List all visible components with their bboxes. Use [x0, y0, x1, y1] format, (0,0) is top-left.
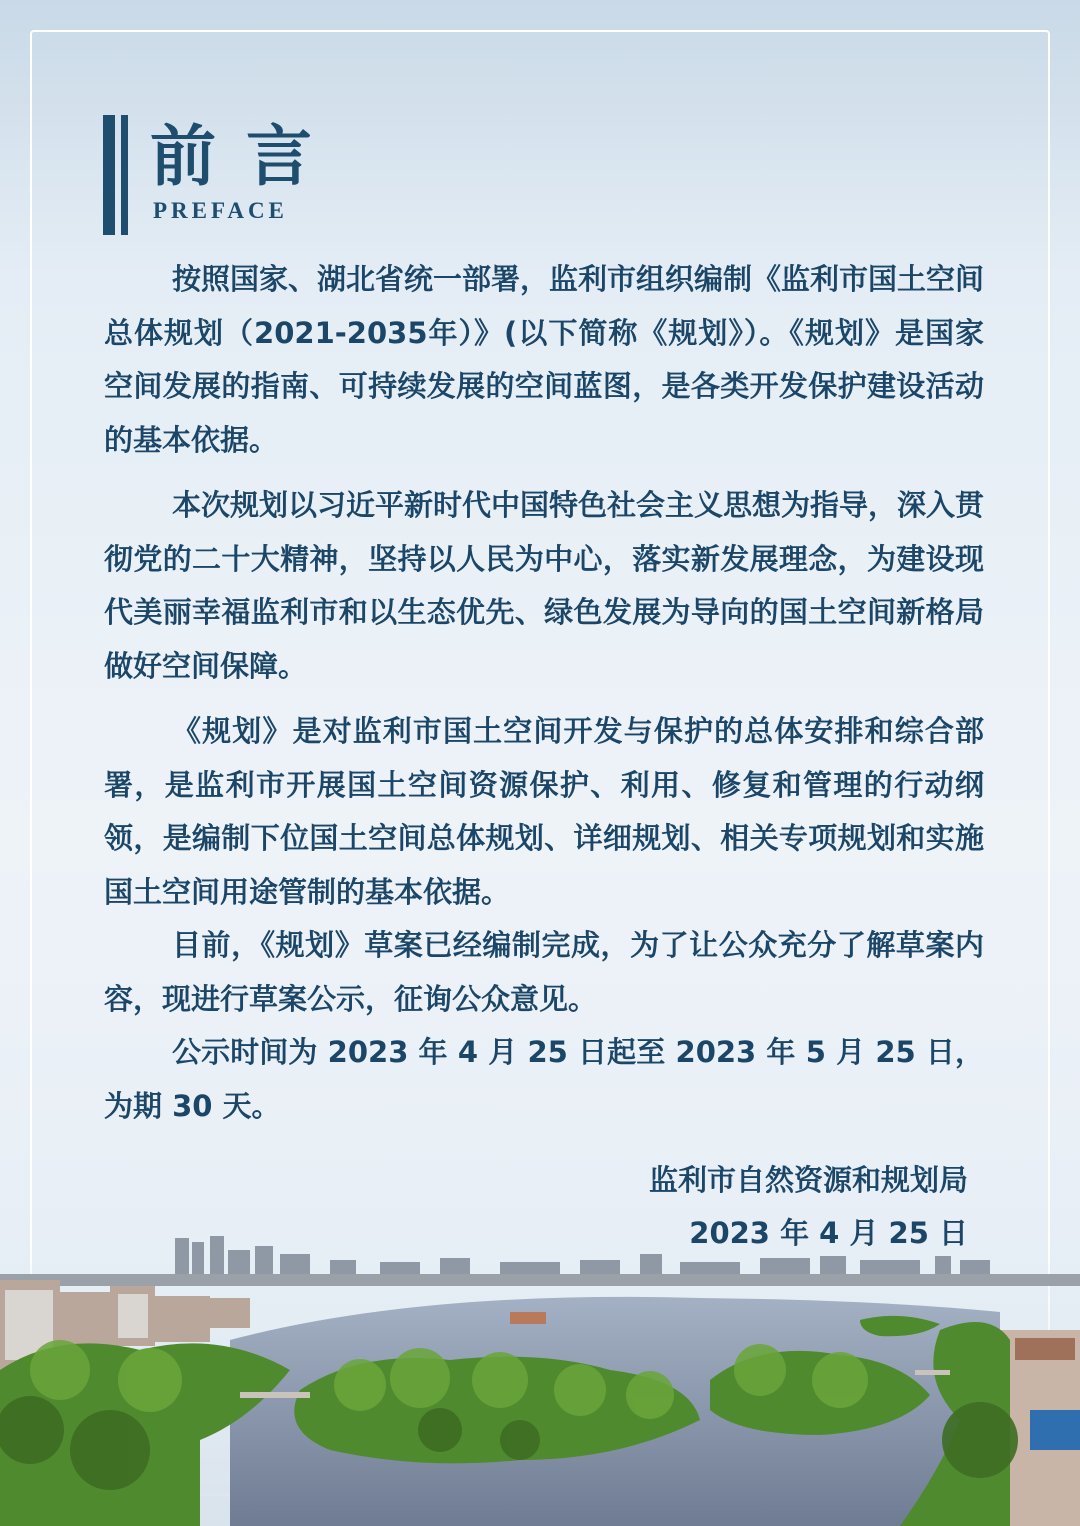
paragraph-4: 目前，《规划》草案已经编制完成，为了让公众充分了解草案内容，现进行草案公示，征询公众意见。	[104, 928, 984, 1016]
page-subtitle: PREFACE	[153, 198, 288, 223]
city-lake-photo	[0, 1220, 1080, 1526]
issuing-organization: 监利市自然资源和规划局	[648, 1163, 968, 1197]
issue-date: 2023 年 4 月 25 日	[689, 1216, 968, 1250]
paragraph-2: 本次规划以习近平新时代中国特色社会主义思想为指导，深入贯彻党的二十大精神，坚持以人民为中心，落实新发展理念，为建设现代美丽幸福监利市和以生态优先、绿色发展为导向的国土空间新格局做好空间保障。	[104, 488, 985, 683]
page-title: 前言	[150, 117, 342, 195]
paragraph-5: 公示时间为 2023 年 4 月 25 日起至 2023 年 5 月 25 日，为期 30 天。	[104, 1035, 984, 1123]
title-accent-bar-thin	[121, 115, 128, 235]
paragraph-3: 《规划》是对监利市国土空间开发与保护的总体安排和综合部署，是监利市开展国土空间资源保护、利用、修复和管理的行动纲领，是编制下位国土空间总体规划、详细规划、相关专项规划和实施国土空间用途管制的基本依据。	[104, 714, 984, 909]
preface-body	[104, 253, 984, 1133]
title-accent-bar-thick	[103, 115, 115, 235]
paragraph-1: 按照国家、湖北省统一部署，监利市组织编制《监利市国土空间总体规划（2021-2035年）》(以下简称《规划》）。《规划》是国家空间发展的指南、可持续发展的空间蓝图，是各类开发保护建设活动的基本依据。	[104, 262, 985, 457]
